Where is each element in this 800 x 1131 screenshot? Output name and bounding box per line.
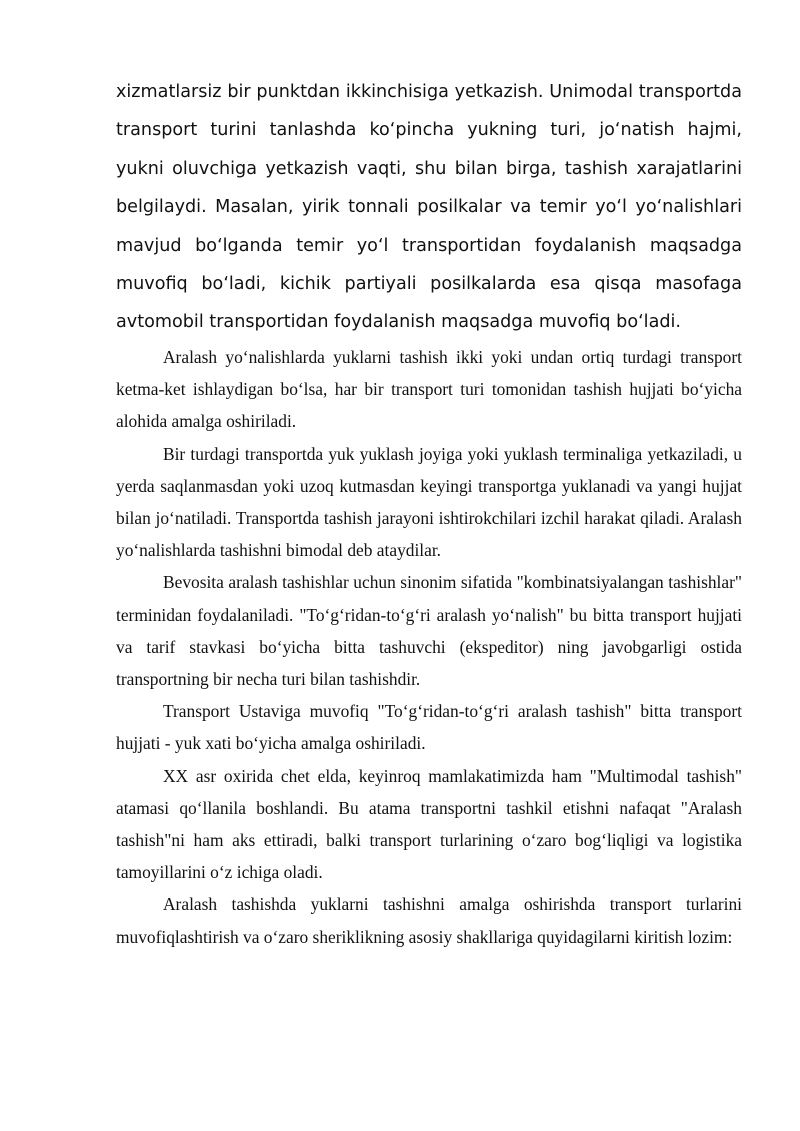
paragraph-multimodal: XX asr oxirida chet elda, keyinroq mamlakatimizda ham "Multimodal tashish" atamasi qo‘llanila boshlandi. Bu atama transportni tashkil etishni nafaqat "Aralash tashish"ni ham aks ettiradi, balki transport turlarining o‘zaro bog‘liqligi va logistika tamoyillarini o‘z ichiga oladi. xyxy=(116,765,742,883)
paragraph-coordination: Aralash tashishda yuklarni tashishni amalga oshirishda transport turlarini muvofiqlashtirish va o‘zaro sheriklikning asosiy shakllariga quyidagilarni kiritish lozim: xyxy=(116,894,742,947)
body-text xyxy=(116,341,742,953)
paragraph-combined-transport: Bevosita aralash tashishlar uchun sinonim sifatida "kombinatsiyalangan tashishlar" terminidan foydalaniladi. "To‘g‘ridan-to‘g‘ri aralash yo‘nalish" bu bitta transport hujjati va tarif stavkasi bo‘yicha bitta tashuvchi (ekspeditor) ning javobgarligi ostida transportning bir necha turi bilan tashishdir. xyxy=(116,572,742,690)
paragraph-single-transport: Bir turdagi transportda yuk yuklash joyiga yoki yuklash terminaliga yetkaziladi, u yerda saqlanmasdan yoki uzoq kutmasdan keyingi transportga yuklanadi va yangi hujjat bilan jo‘natiladi. Transportda tashish jarayoni ishtirokchilari izchil harakat qiladi. Aralash yo‘nalishlarda tashishni bimodal deb ataydilar. xyxy=(116,443,742,561)
lead-paragraph: xizmatlarsiz bir punktdan ikkinchisiga yetkazish. Unimodal transportda transport turini tanlashda ko‘pincha yukning turi, jo‘natish hajmi, yukni oluvchiga yetkazish vaqti, shu bilan birga, tashish xarajatlarini belgilaydi. Masalan, yirik tonnali posilkalar va temir yo‘l yo‘nalishlari mavjud bo‘lganda temir yo‘l transportidan foydalanish maqsadga muvofiq bo‘ladi, kichik partiyali posilkalarda esa qisqa masofaga avtomobil transportidan foydalanish maqsadga muvofiq bo‘ladi. xyxy=(116,82,742,333)
paragraph-mixed-routes: Aralash yo‘nalishlarda yuklarni tashish ikki yoki undan ortiq turdagi transport ketma-ket ishlaydigan bo‘lsa, har bir transport turi tomonidan tashish hujjati bo‘yicha alohida amalga oshiriladi. xyxy=(116,347,742,432)
paragraph-transport-charter: Transport Ustaviga muvofiq "To‘g‘ridan-to‘g‘ri aralash tashish" bitta transport hujjati - yuk xati bo‘yicha amalga oshiriladi. xyxy=(116,701,742,754)
